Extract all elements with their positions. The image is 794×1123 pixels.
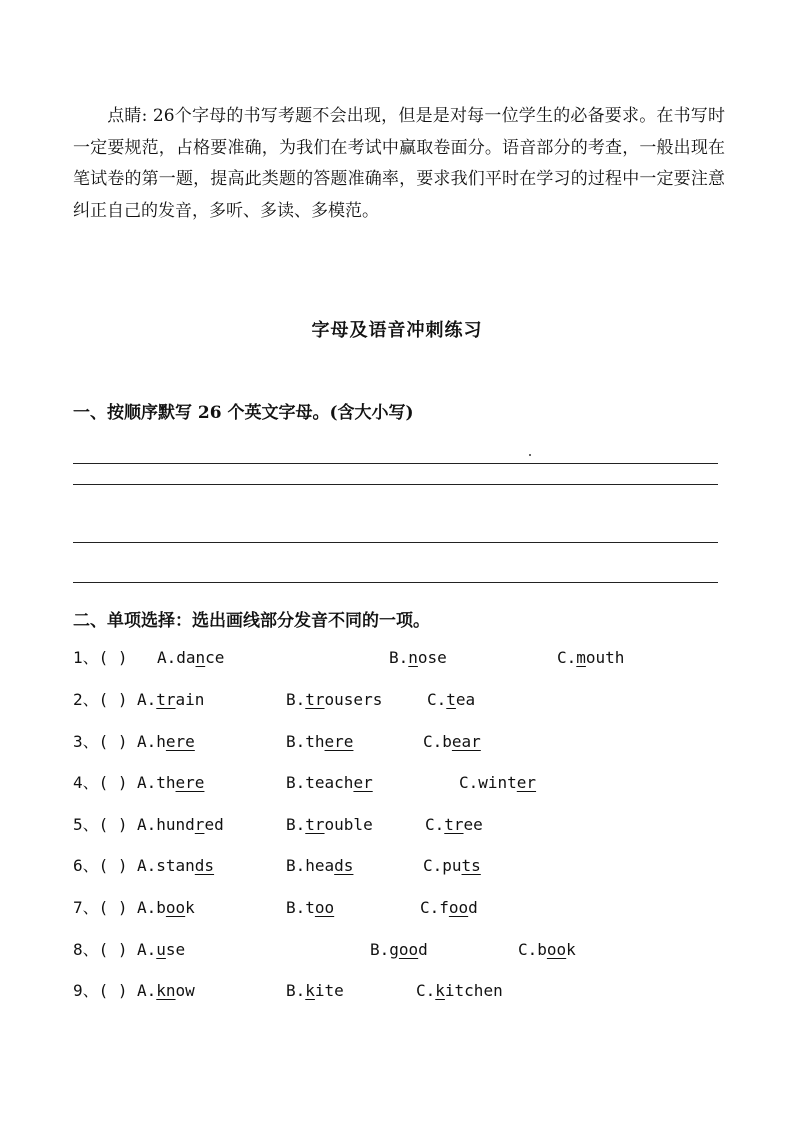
option-text: A.b (137, 898, 166, 917)
option-text: k (566, 940, 576, 959)
underlined-part: ds (194, 856, 215, 875)
underlined-part: ere (324, 732, 354, 751)
section2-heading: 二、单项选择：选出画线部分发音不同的一项。 (73, 611, 430, 631)
option-text: B. (286, 815, 306, 834)
option-a (137, 939, 185, 961)
option-text: d (468, 898, 478, 917)
underlined-part: tr (444, 815, 464, 834)
option-text: ouble (324, 815, 373, 834)
writing-line (73, 542, 718, 543)
writing-line (73, 463, 718, 464)
option-text: ed (204, 815, 224, 834)
option-text: ose (417, 648, 447, 667)
option-b (286, 772, 373, 794)
option-c (423, 731, 481, 753)
underlined-part: t (446, 690, 456, 709)
option-text: A.hund (137, 815, 195, 834)
option-a (137, 689, 204, 711)
option-text: A.h (137, 732, 166, 751)
question-number[interactable]: 3、( ) (73, 732, 128, 751)
option-b (286, 731, 353, 753)
option-c (459, 772, 536, 794)
option-text: ow (175, 981, 195, 1000)
option-text: C.b (423, 732, 452, 751)
option-text: B. (389, 648, 409, 667)
option-text: B. (286, 690, 306, 709)
underlined-part: oo (448, 898, 469, 917)
option-text: se (165, 940, 186, 959)
option-text: ea (455, 690, 476, 709)
question-number[interactable]: 5、( ) (73, 815, 128, 834)
option-c (518, 939, 576, 961)
underlined-part: u (156, 940, 166, 959)
option-text: B.hea (286, 856, 335, 875)
option-b (286, 855, 353, 877)
option-text: ousers (324, 690, 383, 709)
option-text: C.f (420, 898, 449, 917)
option-a (137, 814, 224, 836)
option-text: B.th (286, 732, 325, 751)
question-number[interactable]: 2、( ) (73, 690, 128, 709)
underlined-part: n (408, 648, 418, 667)
option-b (286, 980, 344, 1002)
underlined-part: er (353, 773, 373, 792)
stray-mark (529, 454, 531, 456)
underlined-part: r (194, 815, 205, 834)
underlined-part: oo (546, 940, 567, 959)
option-text: B.teach (286, 773, 354, 792)
underlined-part: oo (398, 940, 419, 959)
option-a (137, 772, 204, 794)
option-text: ite (314, 981, 344, 1000)
underlined-part: oo (314, 898, 335, 917)
option-b (389, 647, 447, 669)
option-b (286, 689, 382, 711)
question-number[interactable]: 6、( ) (73, 856, 128, 875)
page-title: 字母及语音冲刺练习 (311, 320, 483, 341)
option-c (425, 814, 483, 836)
option-b (286, 897, 334, 919)
question-number[interactable]: 1、( ) (73, 648, 128, 667)
option-text: C. (416, 981, 436, 1000)
note-text: 点睛: 26个字母的书写考题不会出现，但是是对每一位学生的必备要求。在书写时一定要规范，占格要准确，为我们在考试中赢取卷面分。语音部分的考查，一般出现在笔试卷的第一题，提高此类题的答题准确率，要求我们平时在学习的过程中一定要注意纠正自己的发音，多听、多读、多模范。 (73, 106, 725, 221)
writing-line (73, 484, 718, 485)
option-text: C. (557, 648, 577, 667)
option-text: C.wint (459, 773, 517, 792)
option-b (286, 814, 373, 836)
option-text: k (185, 898, 195, 917)
option-text: C.b (518, 940, 547, 959)
underlined-part: k (435, 981, 445, 1000)
option-a (137, 855, 214, 877)
underlined-part: ds (334, 856, 354, 875)
underlined-part: m (576, 648, 586, 667)
underlined-part: ts (461, 856, 481, 875)
option-a (137, 980, 195, 1002)
option-c (557, 647, 624, 669)
option-a (157, 647, 224, 669)
section1-heading: 一、按顺序默写 26 个英文字母。(含大小写) (73, 403, 414, 423)
underlined-part: oo (165, 898, 186, 917)
option-text: C. (425, 815, 445, 834)
option-text: B.t (286, 898, 315, 917)
option-text: B. (286, 981, 306, 1000)
option-text: A.stan (137, 856, 195, 875)
option-text: ee (463, 815, 483, 834)
underlined-part: kn (156, 981, 176, 1000)
underlined-part: k (305, 981, 315, 1000)
option-a (137, 731, 195, 753)
underlined-part: ere (165, 732, 195, 751)
underlined-part: ear (451, 732, 481, 751)
underlined-part: er (516, 773, 537, 792)
underlined-part: tr (156, 690, 176, 709)
question-number[interactable]: 9、( ) (73, 981, 128, 1000)
underlined-part: n (195, 648, 206, 667)
option-text: B.g (370, 940, 399, 959)
option-text: A. (137, 940, 157, 959)
underlined-part: tr (305, 815, 325, 834)
question-number[interactable]: 8、( ) (73, 940, 128, 959)
option-text: ain (175, 690, 205, 709)
option-c (416, 980, 503, 1002)
writing-line (73, 582, 718, 583)
option-text: A.th (137, 773, 176, 792)
option-a (137, 897, 195, 919)
question-number[interactable]: 4、( ) (73, 773, 128, 792)
option-text: outh (585, 648, 625, 667)
option-text: ce (205, 648, 225, 667)
option-text: A.da (157, 648, 196, 667)
option-text: itchen (444, 981, 503, 1000)
option-text: d (418, 940, 428, 959)
note-paragraph (73, 101, 725, 227)
option-c (420, 897, 478, 919)
option-c (423, 855, 481, 877)
underlined-part: ere (175, 773, 205, 792)
option-text: A. (137, 690, 157, 709)
option-c (427, 689, 475, 711)
option-text: C.pu (423, 856, 462, 875)
option-text: C. (427, 690, 447, 709)
underlined-part: tr (305, 690, 325, 709)
option-text: A. (137, 981, 157, 1000)
question-number[interactable]: 7、( ) (73, 898, 128, 917)
option-b (370, 939, 428, 961)
